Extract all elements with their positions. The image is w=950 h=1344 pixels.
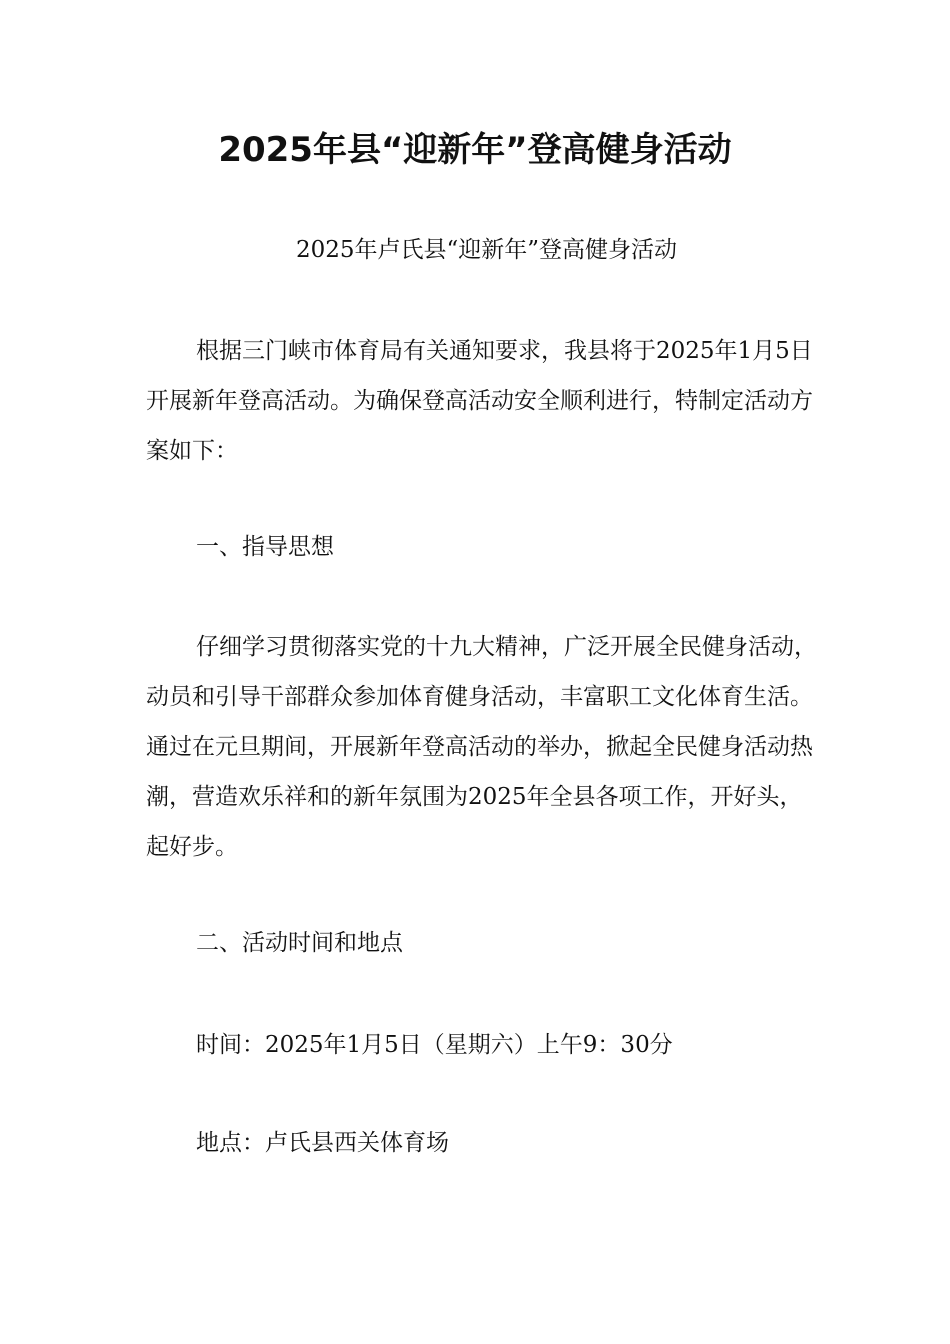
document-title: 2025年县“迎新年”登高健身活动 [218, 130, 732, 170]
section2-heading: 二、活动时间和地点 [196, 930, 403, 956]
event-time: 时间：2025年1月5日（星期六）上午9：30分 [196, 1032, 673, 1058]
intro-paragraph: 根据三门峡市体育局有关通知要求，我县将于2025年1月5日开展新年登高活动。为确保登高活动安全顺利进行，特制定活动方案如下： [146, 338, 813, 464]
section1-paragraph: 仔细学习贯彻落实党的十九大精神，广泛开展全民健身活动，动员和引导干部群众参加体育健身活动，丰富职工文化体育生活。通过在元旦期间，开展新年登高活动的举办，掀起全民健身活动热潮，营造欢乐祥和的新年氛围为2025年全县各项工作，开好头，起好步。 [146, 634, 817, 860]
document-subtitle: 2025年卢氏县“迎新年”登高健身活动 [296, 237, 678, 263]
event-location: 地点：卢氏县西关体育场 [196, 1130, 449, 1156]
section1-heading: 一、指导思想 [196, 534, 334, 560]
